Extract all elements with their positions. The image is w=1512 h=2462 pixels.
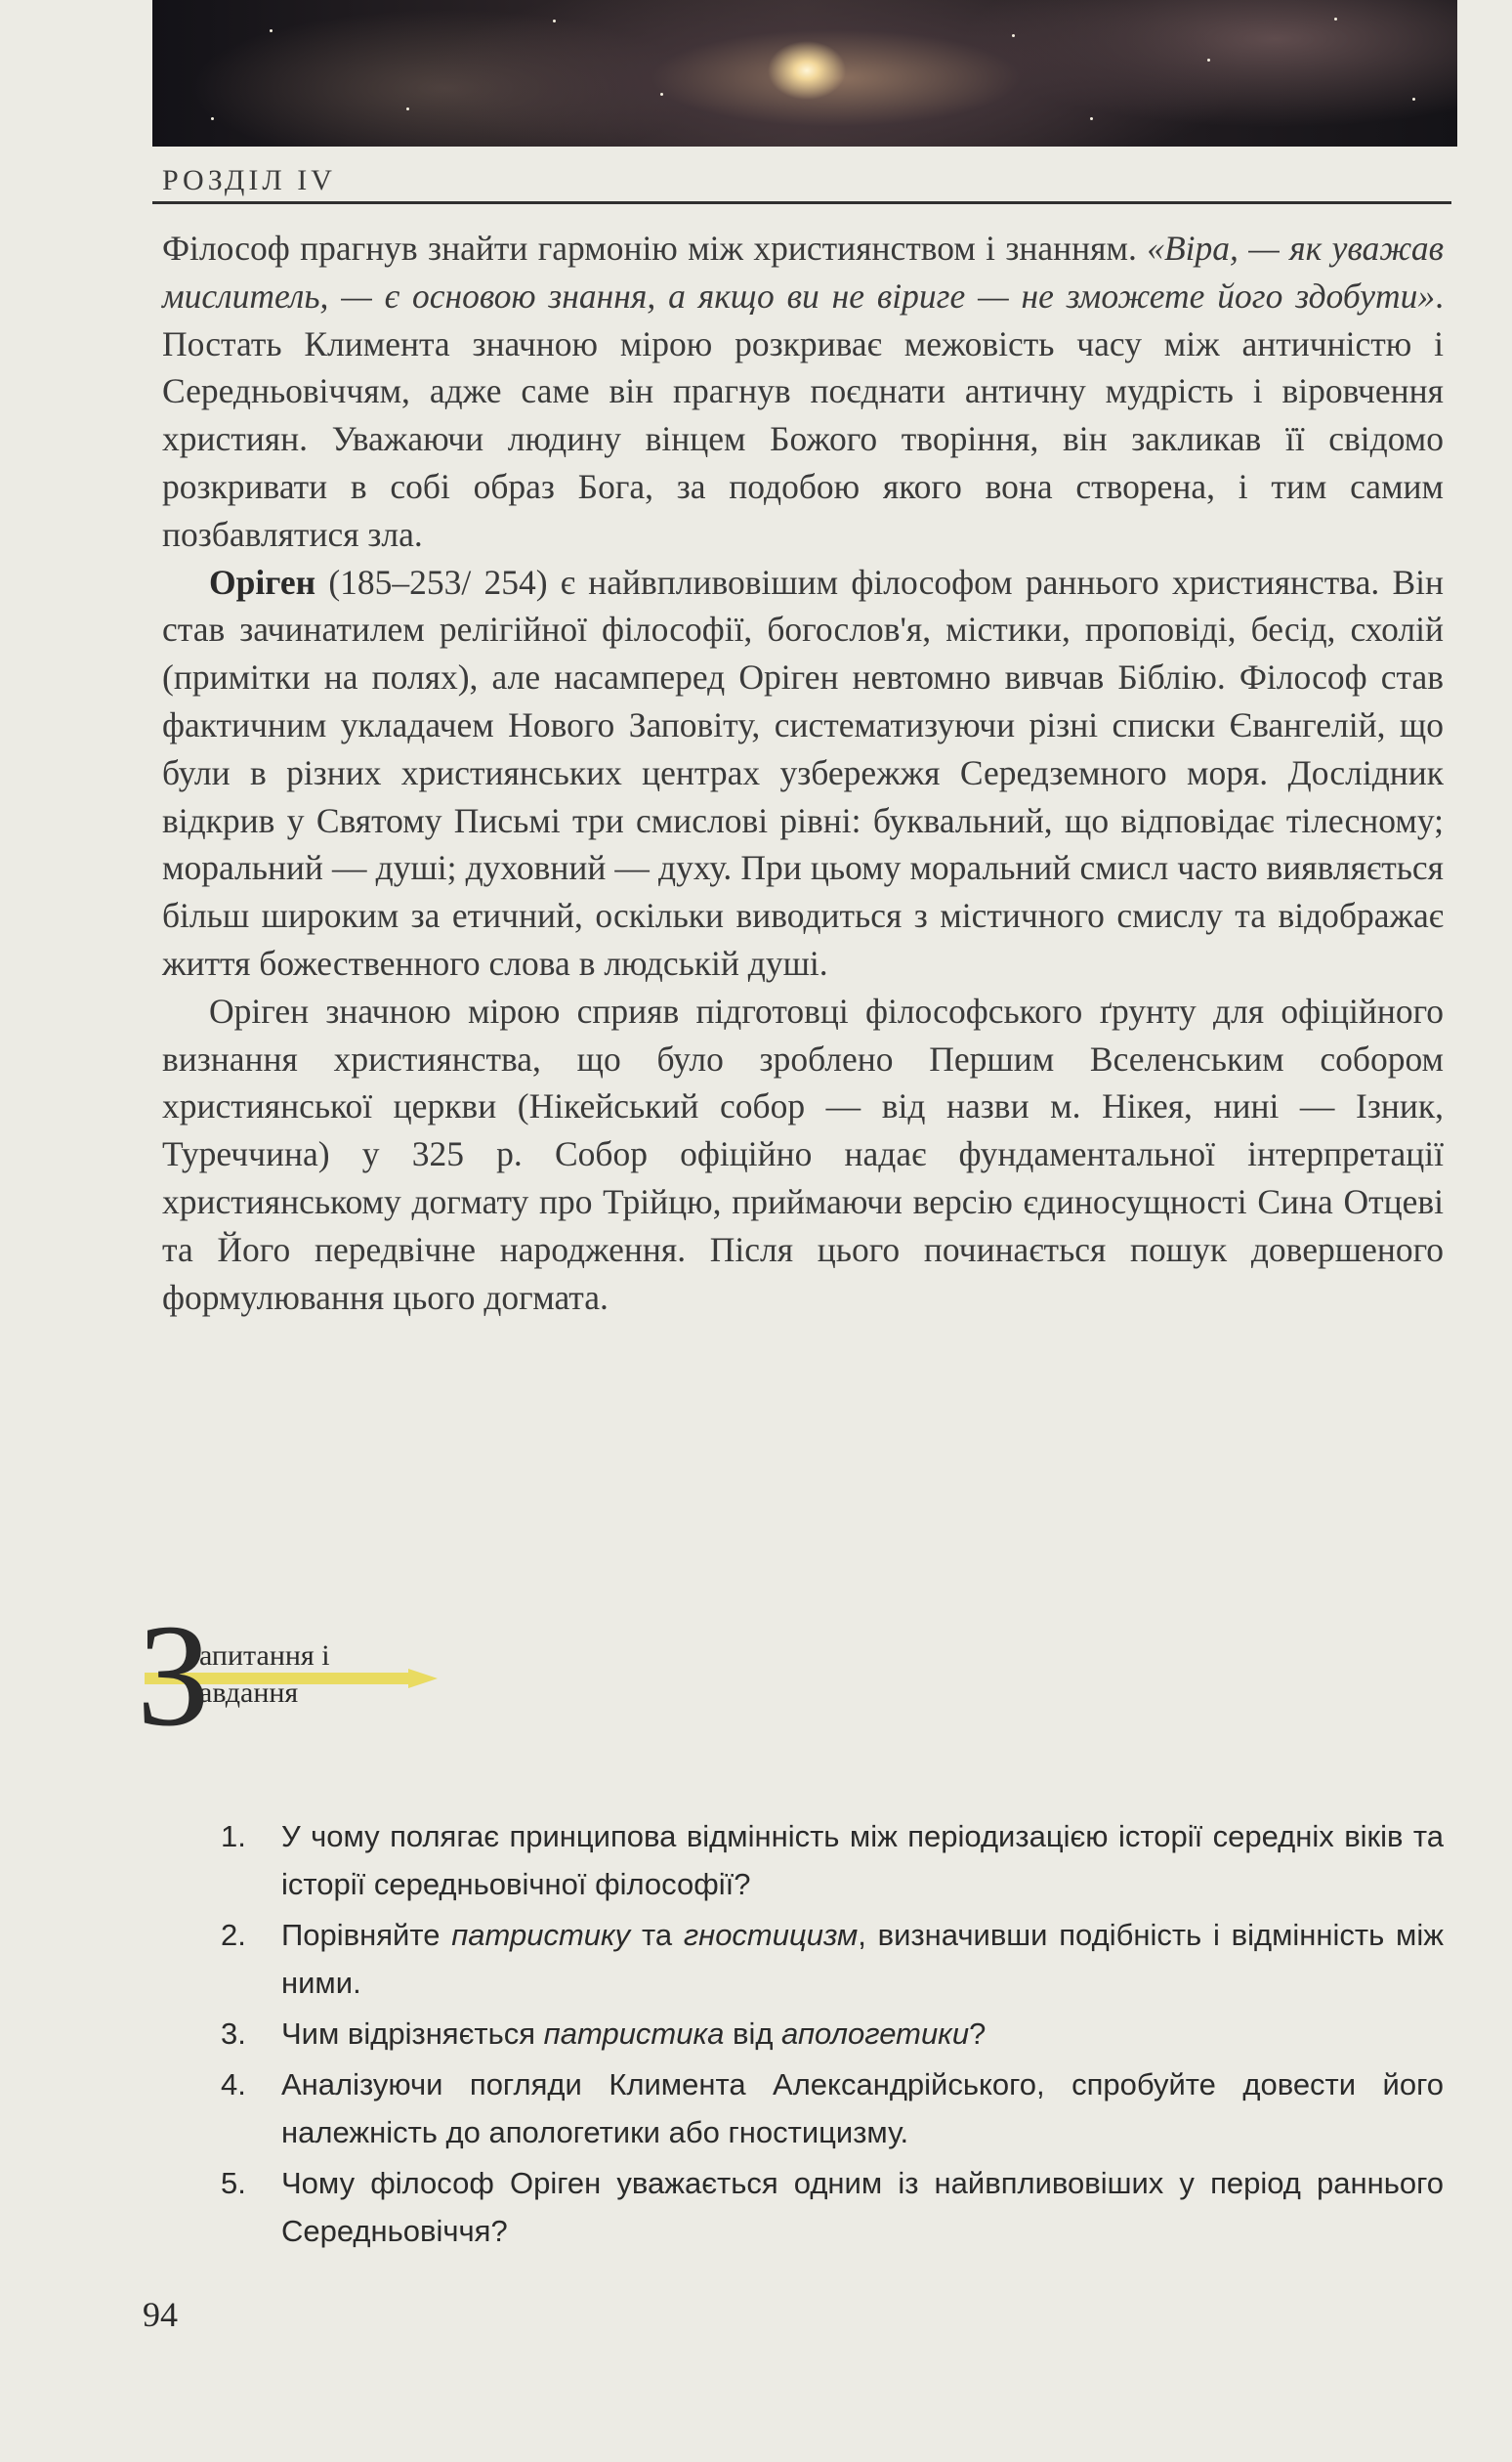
question-item	[221, 1911, 1444, 2007]
question-item	[221, 1812, 1444, 1908]
paragraph-1	[162, 225, 1444, 559]
question-item	[221, 2010, 1444, 2058]
question-number: 4.	[221, 2067, 246, 2101]
question-text: ?	[969, 2016, 987, 2051]
paragraph-3: Оріген значною мірою сприяв підготовці філософського ґрунту для офіційного визнання християнства, що було зроблено Першим Вселенським собором християнської церкви (Нікейський собор — від назви м. Нікея, нині — Ізник, Туреччина) у 325 р. Собор офіційно надає фундаментальної інтерпретації християнському догмату про Трійцю, приймаючи версію єдиносущності Сина Отцеві та Його передвічне народження. Після цього починається пошук довершеного формулювання цього догмата.	[162, 991, 1444, 1317]
questions-list	[221, 1812, 1444, 2258]
question-term: апологетики	[781, 2016, 970, 2051]
question-text: , визначивши подібність і відмінність між ними.	[281, 1918, 1444, 2000]
question-number: 1.	[221, 1819, 246, 1853]
question-text: Чому філософ Оріген уважається одним із найвпливовіших у період раннього Середньовіччя?	[281, 2166, 1444, 2248]
page-number: 94	[143, 2295, 178, 2334]
question-text: Чим відрізняється	[281, 2016, 544, 2051]
clement-quote: «Віра, — як уважав мислитель, — є основою знання, а якщо ви не віриге — не зможете його здобути»	[162, 229, 1445, 316]
question-text: Аналізуючи погляди Климента Александрійського, спробуйте довести його належність до апологетики або гностицизму.	[281, 2067, 1444, 2149]
paragraph-2	[162, 559, 1444, 988]
question-number: 3.	[221, 2016, 246, 2051]
question-text: Порівняйте	[281, 1918, 452, 1952]
origen-name: Оріген	[209, 562, 316, 602]
question-item	[221, 2060, 1444, 2156]
paragraph-2-text: (185–253/ 254) є найвпливовішим філософом раннього християнства. Він став зачинатилем релігійної філософії, богослов'я, містики, проповіді, бесід, схолій (примітки на полях), але насамперед Оріген невтомно вивчав Біблію. Філософ став фактичним укладачем Нового Заповіту, систематизуючи різні списки Євангелій, що були в різних християнських центрах узбережжя Середземного моря. Дослідник відкрив у Святому Письмі три смислові рівні: буквальний, що відповідає тілесному; моральний — душі; духовний — духу. При цьому моральний смисл часто виявляється більш широким за етичний, оскільки виводиться з містичного смислу та відображає життя божественного слова в людській душі.	[162, 562, 1444, 983]
paragraph-1-end: . Постать Климента значною мірою розкриває межовість часу між античністю і Середньовіччям, адже саме він прагнув поєднати античну мудрість і віровчення християн. Уважаючи людину вінцем Божого творіння, він закликав її свідомо розкривати в собі образ Бога, за подобою якого вона створена, і тим самим позбавлятися зла.	[162, 276, 1444, 554]
paragraph-1-start: Філософ прагнув знайти гармонію між християнством і знанням.	[162, 229, 1148, 268]
question-number: 5.	[221, 2166, 246, 2200]
question-text: У чому полягає принципова відмінність між періодизацією історії середніх віків та історії середньовічної філософії?	[281, 1819, 1444, 1901]
section-label: РОЗДІЛ IV	[162, 164, 336, 196]
question-term: гностицизм	[683, 1918, 859, 1952]
galaxy-header-image	[152, 0, 1457, 147]
question-number: 2.	[221, 1918, 246, 1952]
question-text: від	[724, 2016, 782, 2051]
questions-heading-line-1: апитання і	[199, 1639, 330, 1672]
question-term: патристика	[543, 2016, 725, 2051]
questions-heading-line-2: авдання	[199, 1677, 299, 1709]
question-item	[221, 2159, 1444, 2255]
header-rule	[152, 201, 1451, 204]
question-text: та	[630, 1918, 684, 1952]
body-text	[162, 225, 1444, 1321]
questions-heading	[137, 1594, 527, 1759]
questions-heading-initial: З	[137, 1594, 211, 1757]
question-term: патристику	[451, 1918, 631, 1952]
